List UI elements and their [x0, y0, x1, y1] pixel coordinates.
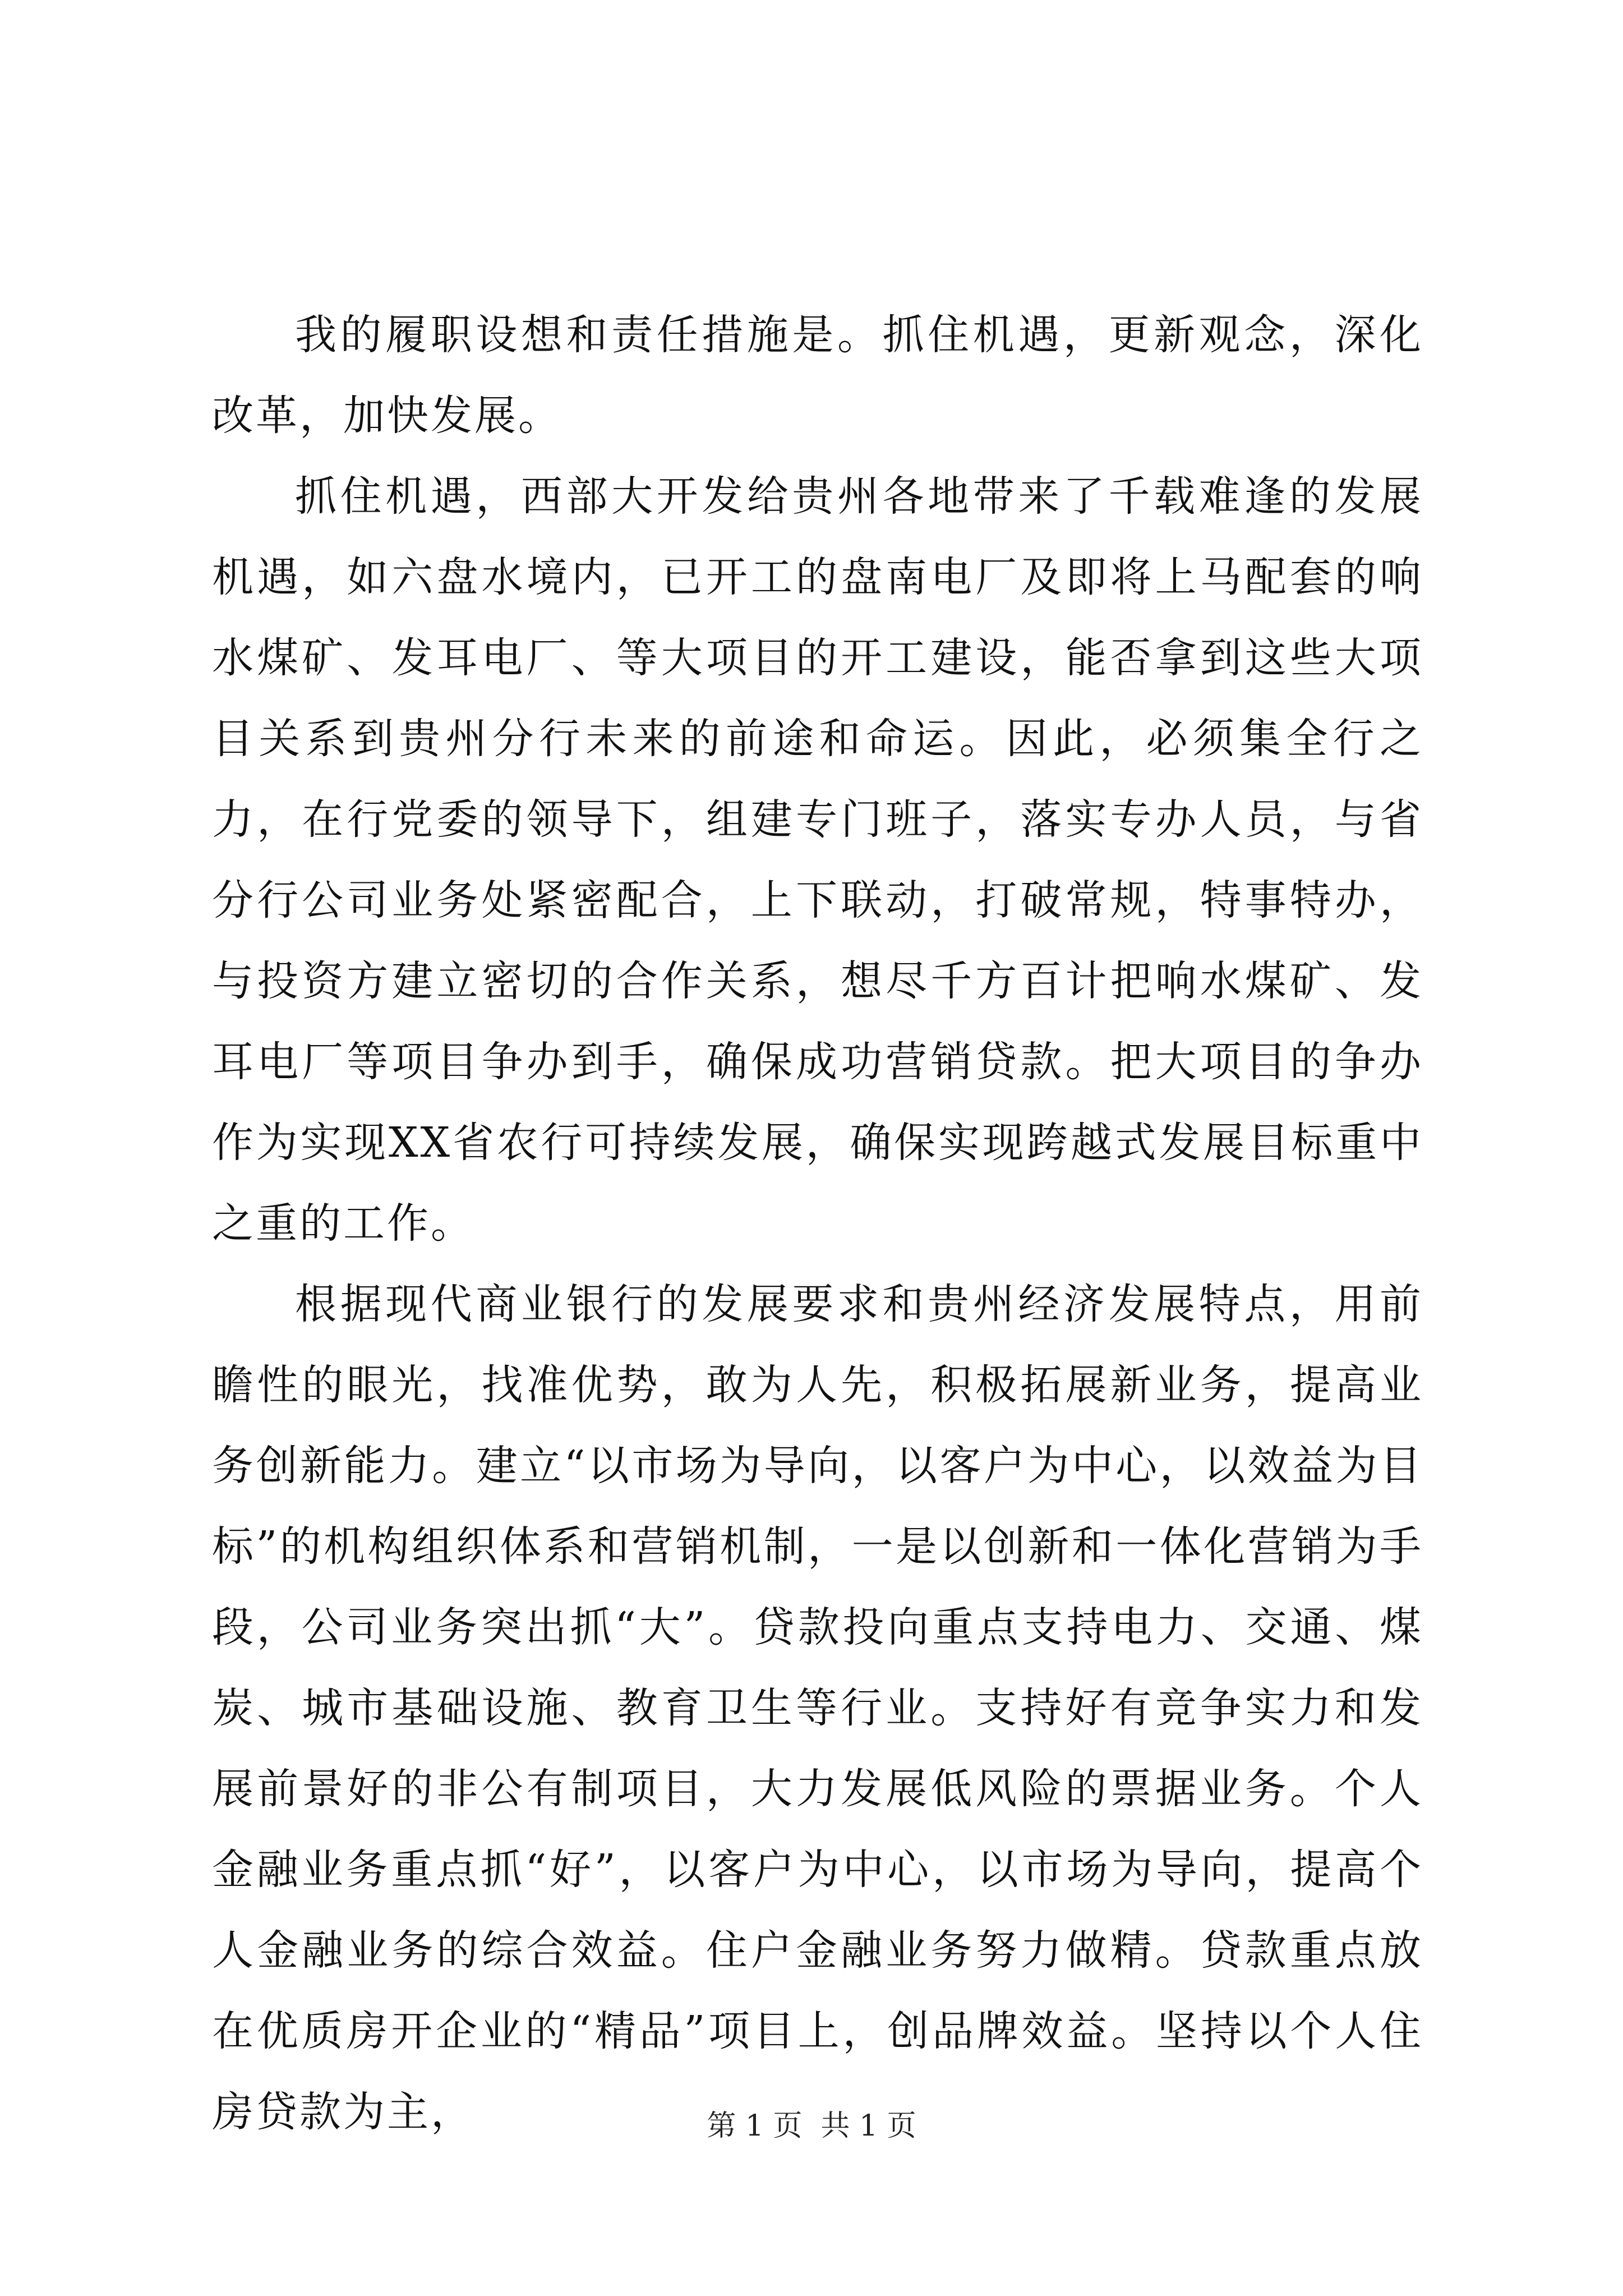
page-footer [0, 2106, 1623, 2146]
document-body [212, 295, 1423, 2152]
paragraph-3: 根据现代商业银行的发展要求和贵州经济发展特点，用前瞻性的眼光，找准优势，敢为人先，积极拓展新业务，提高业务创新能力。建立“以市场为导向，以客户为中心，以效益为目标”的机构组织体系和营销机制，一是以创新和一体化营销为手段，公司业务突出抓“大”。贷款投向重点支持电力、交通、煤炭、城市基础设施、教育卫生等行业。支持好有竞争实力和发展前景好的非公有制项目，大力发展低风险的票据业务。个人金融业务重点抓“好”，以客户为中心，以市场为导向，提高个人金融业务的综合效益。住户金融业务努力做精。贷款重点放在优质房开企业的“精品”项目上，创品牌效益。坚持以个人住房贷款为主， [212, 1280, 1423, 2136]
paragraph-1: 我的履职设想和责任措施是。抓住机遇，更新观念，深化改革，加快发展。 [212, 311, 1423, 440]
page-number: 第 1 页 共 1 页 [707, 2109, 916, 2143]
paragraph-2: 抓住机遇，西部大开发给贵州各地带来了千载难逢的发展机遇，如六盘水境内，已开工的盘南电厂及即将上马配套的响水煤矿、发耳电厂、等大项目的开工建设，能否拿到这些大项目关系到贵州分行未来的前途和命运。因此，必须集全行之力，在行党委的领导下，组建专门班子，落实专办人员，与省分行公司业务处紧密配合，上下联动，打破常规，特事特办，与投资方建立密切的合作关系，想尽千方百计把响水煤矿、发耳电厂等项目争办到手，确保成功营销贷款。把大项目的争办作为实现XX省农行可持续发展，确保实现跨越式发展目标重中之重的工作。 [212, 472, 1423, 1248]
